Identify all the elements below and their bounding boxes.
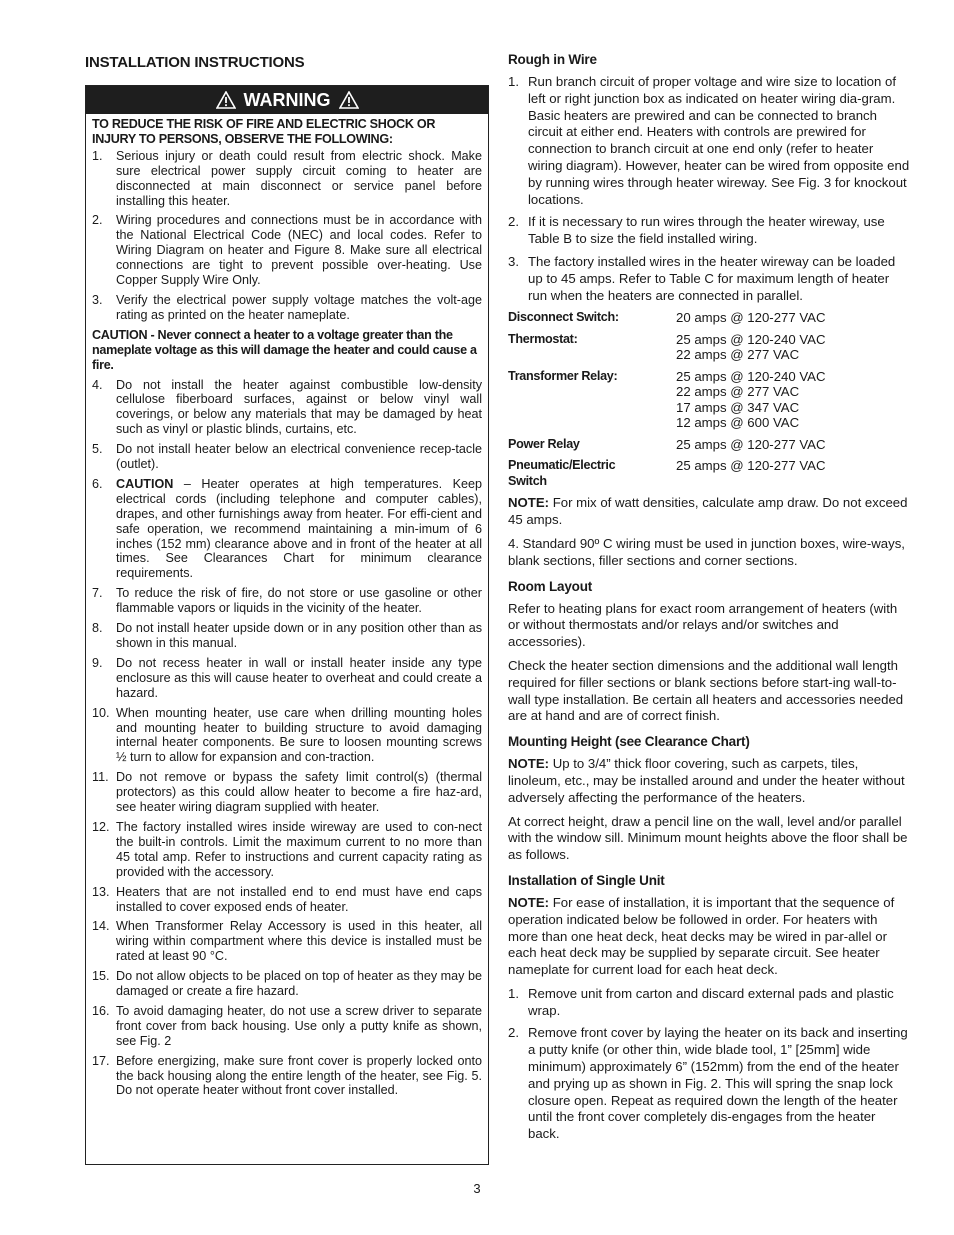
- item-number: 8.: [92, 621, 103, 636]
- left-column: [85, 52, 489, 1165]
- list-item: [92, 586, 482, 616]
- item-text: Remove front cover by laying the heater on its back and inserting a putty knife (or other thin, wide blade tool, 1” [25mm] wide minimum) approximately 6” (152mm) from the end of the heater and prying up as shown in Fig. 2. This will spring the snap lock closure open. Repeat as required down the length of the heater until the front cover completely dis-engages from the heater back.: [528, 1025, 908, 1142]
- spec-values: [676, 332, 826, 363]
- room-layout-paragraph: Refer to heating plans for exact room arrangement of heaters (with or without thermostats and/or relays and/or switches and accessories).: [508, 600, 898, 650]
- spec-label: Transformer Relay:: [508, 368, 618, 383]
- warning-list-a: [92, 149, 482, 323]
- rough-in-heading: Rough in Wire: [508, 52, 597, 67]
- warning-triangle-icon: [216, 91, 236, 109]
- item-number: 3.: [92, 292, 103, 307]
- spec-row: [508, 458, 910, 489]
- spec-values: [676, 437, 826, 453]
- item-text: The factory installed wires inside wireway are used to con-nect the built-in controls. Limit the maximum current to no more than 45 total amp. Refer to instructions and current capacity rating as provided with the accessory.: [116, 819, 482, 879]
- list-item: [92, 149, 482, 209]
- right-column: [508, 52, 910, 1149]
- spec-value: 20 amps @ 120-277 VAC: [676, 310, 826, 326]
- list-item: [92, 621, 482, 651]
- list-item: [508, 1025, 910, 1143]
- item-number: 9.: [92, 655, 103, 670]
- spec-row: [508, 437, 910, 453]
- section-heading: INSTALLATION INSTRUCTIONS: [85, 54, 305, 71]
- warning-body: [86, 114, 488, 1098]
- note-label: NOTE:: [508, 894, 550, 910]
- item-number: 12.: [92, 819, 110, 834]
- list-item: [92, 1054, 482, 1099]
- item-text: Remove unit from carton and discard external pads and plastic wrap.: [528, 985, 894, 1018]
- list-item: [92, 442, 482, 472]
- item-text: If it is necessary to run wires through the heater wireway, use Table B to size the field installed wiring.: [528, 214, 885, 247]
- list-item: [508, 214, 910, 248]
- item-text: – Heater operates at high temperatures. Keep electrical cords (including telephone and computer cables), drapes, and other furnishings away from heater. For effi-cient and safe operation, we recommend maintaining a min-imum of 6 inches (152 mm) clearance above and in front of the heater at all times. See Clearances Chart for minimum clearance requirements.: [116, 476, 482, 581]
- item-number: 4.: [92, 377, 103, 392]
- item-text: Do not recess heater in wall or install heater inside any type enclosure as this will cause heater to overheat and could create a hazard.: [116, 655, 482, 700]
- warning-title: WARNING: [243, 89, 331, 110]
- list-item: [508, 74, 910, 208]
- note-text: For mix of watt densities, calculate amp draw. Do not exceed 45 amps.: [508, 495, 908, 528]
- caution-note: CAUTION - Never connect a heater to a voltage greater than the nameplate voltage as this will damage the heater and could cause a fire.: [92, 327, 477, 372]
- list-item: [92, 1004, 482, 1049]
- spec-row: [508, 369, 910, 431]
- warning-list-b: [92, 378, 482, 582]
- item-text: Do not install heater upside down or in any position other than as shown in this manual.: [116, 621, 482, 650]
- spec-label: Thermostat:: [508, 331, 578, 346]
- item-text: When mounting heater, use care when drilling mounting holes and mounting heater to building structure to avoid damaging internal heater components. Be sure to loosen mounting screws ½ turn to allow for expansion and con-traction.: [116, 705, 482, 765]
- list-item: [92, 477, 482, 581]
- item-text: When Transformer Relay Accessory is used in this heater, all wiring within compartment where this device is installed must be rated at least 90 °C.: [116, 919, 482, 964]
- spec-value: 25 amps @ 120-277 VAC: [676, 458, 826, 474]
- item-text: Do not install heater below an electrical convenience recep-tacle (outlet).: [116, 442, 482, 472]
- spec-label: Disconnect Switch:: [508, 310, 619, 325]
- list-item: [92, 969, 482, 999]
- item-text: Do not allow objects to be placed on top of heater as they may be damaged or create a fire hazard.: [116, 969, 482, 999]
- item-text: Wiring procedures and connections must be in accordance with the National Electrical Code (NEC) and local codes. Refer to Wiring Diagram on heater and Figure 8. Make sure all electrical connections are tight to prevent possible over-heating. Use Copper Supply Wire Only.: [116, 213, 482, 288]
- warning-header: [86, 86, 488, 114]
- item-number: 2.: [508, 1025, 519, 1041]
- item-number: 11.: [92, 770, 109, 785]
- item-number: 1.: [508, 985, 519, 1001]
- item-text: Do not install the heater against combustible low-density cellulose fiberboard surfaces, against or below vinyl wall coverings, or below any materials that may be damaged by heat such as vinyl or plastic blinds, curtains, etc.: [116, 377, 482, 437]
- mounting-paragraph: At correct height, draw a pencil line on the wall, level and/or parallel with the window sill. Minimum mount heights above the floor shall be as follows.: [508, 813, 908, 863]
- list-item: [92, 656, 482, 701]
- item-number: 14.: [92, 919, 110, 934]
- single-unit-note: [508, 895, 910, 979]
- list-item: [92, 770, 482, 815]
- list-item: [508, 986, 910, 1020]
- room-layout-paragraph: Check the heater section dimensions and the additional wall length required for filler sections or blank sections before start-ing wall-to-wall type installation. Be certain all heaters and accessories needed are at hand and are of correct finish.: [508, 657, 904, 724]
- spec-value: 22 amps @ 277 VAC: [676, 347, 800, 363]
- page-number: 3: [473, 1181, 481, 1196]
- list-item: [92, 378, 482, 438]
- list-item: [92, 820, 482, 880]
- spec-value: 22 amps @ 277 VAC: [676, 384, 800, 400]
- warning-intro: TO REDUCE THE RISK OF FIRE AND ELECTRIC SHOCK OR INJURY TO PERSONS, OBSERVE THE FOLLOWING:: [92, 117, 436, 146]
- list-item: [92, 885, 482, 915]
- spec-label: Power Relay: [508, 436, 580, 451]
- item-number: 16.: [92, 1003, 110, 1018]
- warning-triangle-icon: [339, 91, 359, 109]
- spec-values: [676, 369, 826, 431]
- single-unit-list: [508, 986, 910, 1143]
- warning-box: [85, 85, 489, 1165]
- caution-label: CAUTION: [116, 476, 174, 491]
- item-text: The factory installed wires in the heater wireway can be loaded up to 45 amps. Refer to Table C for maximum length of heater run when the heaters are connected in parallel.: [528, 253, 896, 303]
- spec-row: [508, 310, 910, 326]
- wiring-item-4: 4. Standard 90º C wiring must be used in junction boxes, wire-ways, blank sections, filler sections and corner sections.: [508, 535, 905, 568]
- spec-values: [676, 458, 826, 489]
- spec-row: [508, 332, 910, 363]
- spec-value: 25 amps @ 120-240 VAC: [676, 331, 826, 347]
- single-unit-heading: Installation of Single Unit: [508, 872, 665, 888]
- item-number: 15.: [92, 969, 110, 984]
- list-item: [92, 919, 482, 964]
- item-text: Heaters that are not installed end to end must have end caps installed to cover exposed ends of heater.: [116, 884, 482, 914]
- mounting-note: [508, 756, 910, 806]
- note-amp-draw: [508, 495, 910, 529]
- item-number: 2.: [508, 214, 519, 230]
- item-text: To avoid damaging heater, do not use a screw driver to separate front cover from back housing. Use only a putty knife as shown, see Fig. 2: [116, 1003, 482, 1048]
- spec-value: 25 amps @ 120-240 VAC: [676, 368, 826, 384]
- spec-label: Pneumatic/Electric Switch: [508, 458, 616, 488]
- list-item: [92, 706, 482, 766]
- spec-value: 25 amps @ 120-277 VAC: [676, 436, 826, 452]
- note-text: Up to 3/4” thick floor covering, such as carpets, tiles, linoleum, etc., may be installed around and under the heater without adversely affecting the performance of the heaters.: [508, 756, 905, 805]
- item-number: 17.: [92, 1053, 110, 1068]
- list-item: [92, 293, 482, 323]
- item-number: 1.: [508, 74, 519, 89]
- list-item: [92, 213, 482, 288]
- item-text: Verify the electrical power supply voltage matches the volt-age rating as printed on the heater nameplate.: [116, 292, 482, 322]
- item-number: 2.: [92, 213, 103, 228]
- item-text: Before energizing, make sure front cover is properly locked onto the back housing along the entire length of the heater, see Fig. 5. Do not operate heater without front cover installed.: [116, 1053, 482, 1098]
- note-text: For ease of installation, it is important that the sequence of operation indicated below be followed in order. For heaters with more than one heat deck, heat decks may be wired in par-allel or each heat deck may be supplied by separate circuit. See heater nameplate for current load for each heat deck.: [508, 894, 895, 978]
- mounting-height-heading: Mounting Height (see Clearance Chart): [508, 734, 750, 750]
- note-label: NOTE:: [508, 756, 550, 772]
- item-number: 5.: [92, 442, 103, 457]
- item-number: 13.: [92, 884, 110, 899]
- spec-values: [676, 310, 826, 326]
- item-text: Serious injury or death could result from electric shock. Make sure electrical power supply circuit coming to heater are disconnected at main disconnect or service panel before installing this heater.: [116, 148, 482, 208]
- item-text: Run branch circuit of proper voltage and wire size to location of left or right junction box as indicated on heater wiring dia-gram. Basic heaters are prewired and can be connected to branch circuit at either end. Heaters with controls are prewired for connection to branch circuit at one end only (refer to heater wiring diagram). However, heater can be wired from opposite end by running wires through heater wireway. See Fig. 3 for knockout locations.: [528, 74, 910, 207]
- item-text: To reduce the risk of fire, do not store or use gasoline or other flammable vapors or liquids in the vicinity of the heater.: [116, 586, 482, 616]
- item-number: 6.: [92, 476, 103, 491]
- item-number: 7.: [92, 586, 103, 601]
- rough-in-list: [508, 74, 910, 304]
- note-label: NOTE:: [508, 495, 550, 511]
- spec-value: 17 amps @ 347 VAC: [676, 399, 800, 415]
- item-text: Do not remove or bypass the safety limit control(s) (thermal protectors) as this could allow heater to become a fire haz-ard, see heater wiring diagram supplied with heater.: [116, 770, 482, 815]
- room-layout-heading: Room Layout: [508, 578, 593, 594]
- warning-list-c: [92, 586, 482, 1098]
- spec-value: 12 amps @ 600 VAC: [676, 415, 800, 431]
- item-number: 10.: [92, 705, 110, 720]
- item-number: 3.: [508, 253, 519, 269]
- list-item: [508, 254, 910, 304]
- item-number: 1.: [92, 148, 103, 163]
